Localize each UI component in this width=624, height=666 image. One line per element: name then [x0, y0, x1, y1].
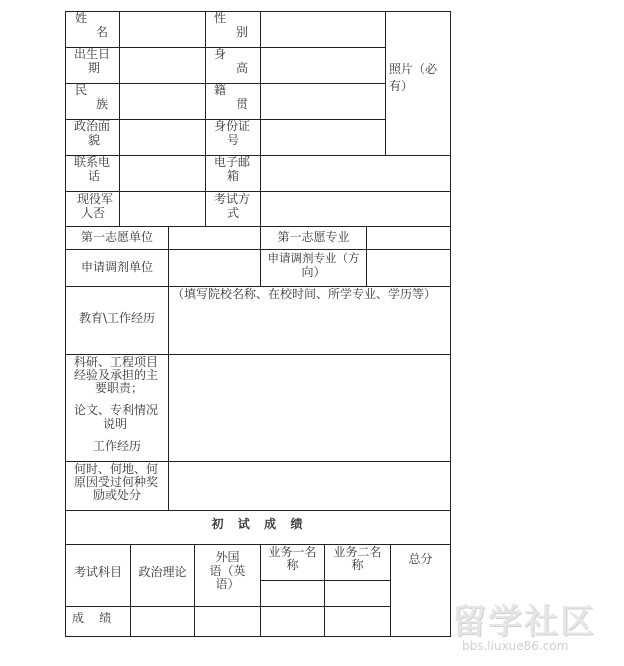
- education-hint: （填写院校名称、在校时间、所学专业、学历等）: [172, 287, 437, 301]
- total-label: 总分: [408, 552, 433, 566]
- course1-label-line1: 业务一名: [268, 545, 317, 559]
- grid-line: [385, 11, 386, 156]
- name-label-char2: 名: [96, 25, 109, 39]
- grid-line: [168, 286, 169, 511]
- birth-label-line2: 期: [88, 61, 101, 75]
- research-label-line2: 经验及承担的主: [74, 368, 159, 382]
- subject-label: 考试科目: [73, 565, 122, 579]
- first-choice-major-label: 第一志愿专业: [277, 230, 350, 244]
- height-label-char2: 高: [236, 61, 249, 75]
- award-label-line1: 何时、何地、何: [74, 462, 159, 476]
- photo-label-line2: 有）: [389, 79, 414, 93]
- award-label-line2: 原因受过何种奖: [74, 475, 159, 489]
- grid-line: [65, 226, 451, 227]
- foreign-language-label-line3: 语）: [215, 577, 240, 591]
- ethnic-label-char2: 族: [96, 97, 109, 111]
- grid-line: [366, 226, 367, 287]
- photo-label-line1: 照片（必: [389, 62, 438, 76]
- adjust-major-label-line2: 向）: [301, 265, 326, 279]
- course2-label-line2: 称: [351, 558, 364, 572]
- award-label-line3: 励或处分: [93, 488, 142, 502]
- course2-label-line1: 业务二名: [333, 545, 382, 559]
- grid-line: [65, 510, 451, 511]
- email-label-line2: 箱: [227, 169, 240, 183]
- political-label-line2: 貌: [88, 133, 101, 147]
- grid-line: [119, 11, 120, 227]
- adjust-unit-label: 申请调剂单位: [80, 260, 153, 274]
- grid-line: [65, 191, 451, 192]
- papers-label-line2: 说明: [103, 417, 128, 431]
- email-label-line1: 电子邮: [214, 155, 251, 169]
- ethnic-label-char1: 民: [75, 83, 88, 97]
- papers-label-line1: 论文、专利情况: [74, 403, 159, 417]
- grid-line: [65, 544, 451, 545]
- birth-label-line1: 出生日: [74, 47, 111, 61]
- research-label-line3: 要职责；: [95, 381, 144, 395]
- course1-label-line2: 称: [286, 558, 299, 572]
- native-label-char1: 籍: [214, 83, 227, 97]
- phone-label-line2: 话: [88, 169, 101, 183]
- foreign-language-label-line2: 语（英: [209, 564, 246, 578]
- first-choice-unit-label: 第一志愿单位: [80, 230, 153, 244]
- research-label-line1: 科研、工程项目: [74, 355, 159, 369]
- military-label-line2: 人否: [81, 206, 106, 220]
- exam-mode-label-line2: 式: [227, 206, 240, 220]
- name-label-char1: 姓: [75, 11, 88, 25]
- education-label: 教育\工作经历: [78, 311, 156, 325]
- politics-label: 政治理论: [138, 565, 187, 579]
- adjust-major-label-line1: 申请调剂专业（方: [267, 251, 360, 265]
- grid-line: [65, 636, 451, 637]
- id-label-line2: 号: [227, 133, 240, 147]
- grid-line: [260, 580, 391, 581]
- political-label-line1: 政治面: [74, 119, 111, 133]
- native-label-char2: 贯: [236, 97, 249, 111]
- grid-line: [168, 226, 169, 287]
- grid-line: [260, 11, 261, 227]
- phone-label-line1: 联系电: [74, 155, 111, 169]
- scores-title: 初 试 成 绩: [211, 517, 305, 531]
- score-row-label: 成 绩: [72, 611, 112, 625]
- foreign-language-label-line1: 外国: [215, 550, 240, 564]
- military-label-line1: 现役军: [77, 192, 114, 206]
- grid-line: [130, 544, 131, 637]
- id-label-line1: 身份证: [214, 119, 251, 133]
- grid-line: [65, 155, 451, 156]
- exam-mode-label-line1: 考试方: [214, 192, 251, 206]
- grid-line: [65, 11, 451, 12]
- grid-line: [65, 606, 391, 607]
- height-label-char1: 身: [214, 47, 227, 61]
- gender-label-char2: 别: [236, 25, 249, 39]
- grid-line: [205, 11, 206, 227]
- work-label: 工作经历: [93, 439, 142, 453]
- gender-label-char1: 性: [214, 11, 227, 25]
- site-watermark-url: bbs.liuxue86.com: [462, 639, 569, 653]
- grid-line: [65, 249, 451, 250]
- site-watermark: 留学社区: [452, 602, 596, 642]
